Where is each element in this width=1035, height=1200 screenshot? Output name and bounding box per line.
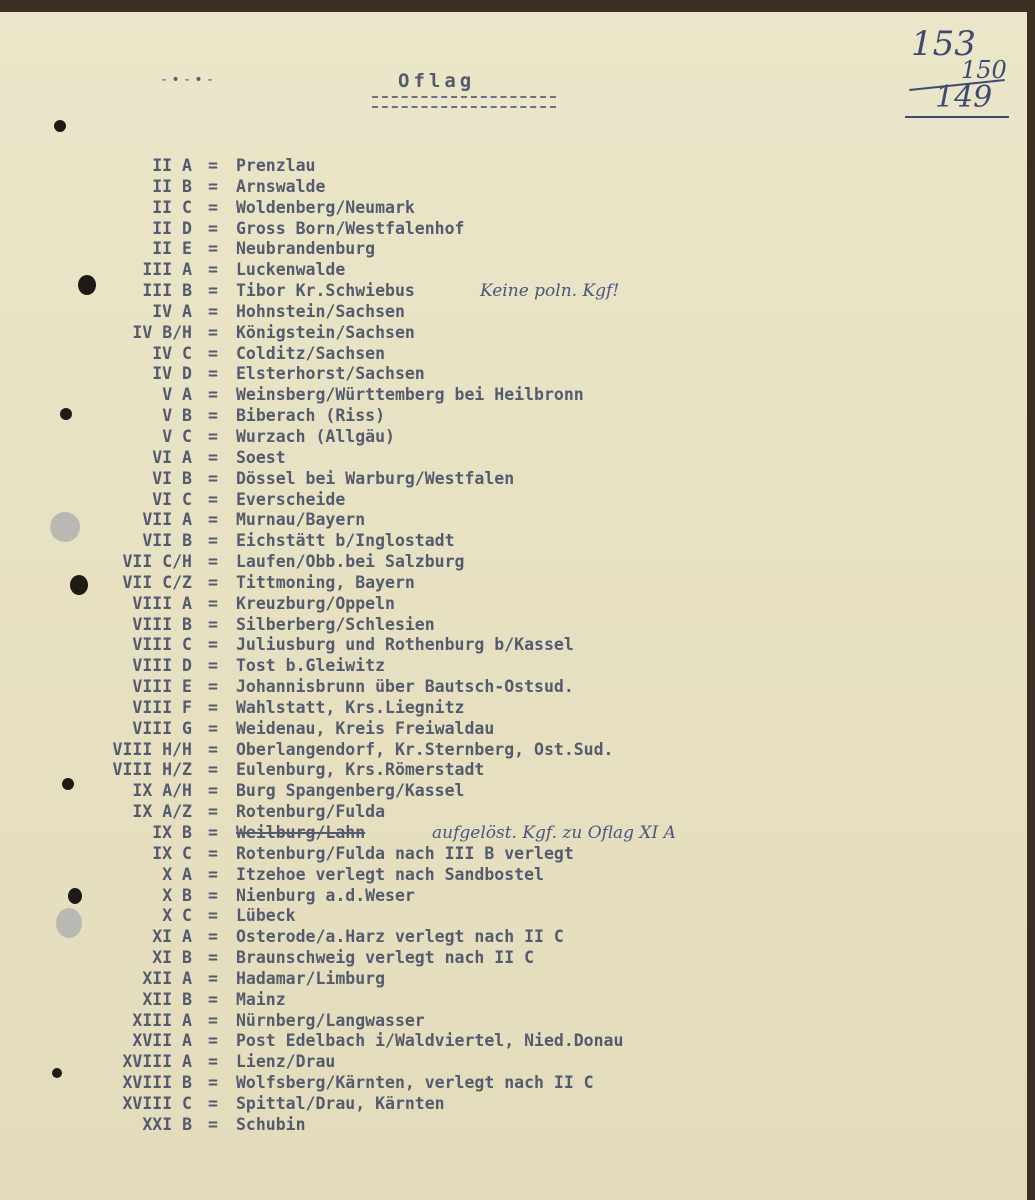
- oflag-code: VIII F: [132, 697, 192, 717]
- oflag-location: Nienburg a.d.Weser: [236, 885, 415, 905]
- list-item: [0, 635, 1000, 656]
- oflag-code: VIII A: [132, 593, 192, 613]
- list-item: [0, 1073, 1000, 1094]
- oflag-location: Schubin: [236, 1114, 306, 1134]
- oflag-code: VI A: [152, 447, 192, 467]
- list-item: [0, 490, 1000, 511]
- oflag-location: Post Edelbach i/Waldviertel, Nied.Donau: [236, 1031, 624, 1051]
- list-item: [0, 427, 1000, 448]
- equals-sign: =: [208, 531, 218, 551]
- equals-sign: =: [208, 989, 218, 1009]
- oflag-location: Tibor Kr.Schwiebus: [236, 281, 415, 301]
- equals-sign: =: [208, 322, 218, 342]
- list-item: [0, 385, 1000, 406]
- list-item: [0, 719, 1000, 740]
- list-item: [0, 239, 1000, 260]
- equals-sign: =: [208, 885, 218, 905]
- equals-sign: =: [208, 677, 218, 697]
- oflag-location: Weidenau, Kreis Freiwaldau: [236, 718, 495, 738]
- oflag-code: XVII A: [132, 1031, 192, 1051]
- oflag-location: Kreuzburg/Oppeln: [236, 593, 395, 613]
- oflag-location: Lienz/Drau: [236, 1052, 336, 1072]
- equals-sign: =: [208, 968, 218, 988]
- list-item: [0, 1115, 1000, 1136]
- oflag-code: V B: [162, 406, 192, 426]
- oflag-code: III B: [142, 281, 192, 301]
- equals-sign: =: [208, 260, 218, 280]
- oflag-location: Neubrandenburg: [236, 239, 376, 259]
- oflag-location: Gross Born/Westfalenhof: [236, 218, 465, 238]
- equals-sign: =: [208, 552, 218, 572]
- equals-sign: =: [208, 343, 218, 363]
- equals-sign: =: [208, 156, 218, 175]
- list-item: [0, 760, 1000, 781]
- list-item: [0, 802, 1000, 823]
- list-item: [0, 531, 1000, 552]
- oflag-location: Lübeck: [236, 906, 296, 926]
- oflag-code: VII A: [142, 510, 192, 530]
- scan-edge-top: [0, 0, 1035, 12]
- oflag-location: Elsterhorst/Sachsen: [236, 364, 425, 384]
- strike-line: [905, 116, 1009, 118]
- oflag-code: X B: [162, 885, 192, 905]
- oflag-code: VIII B: [132, 614, 192, 634]
- list-item: [0, 198, 1000, 219]
- oflag-location: Weilburg/Lahn: [236, 823, 366, 842]
- list-item: [0, 906, 1000, 927]
- list-item: [0, 510, 1000, 531]
- equals-sign: =: [208, 1010, 218, 1030]
- list-item: [0, 886, 1000, 907]
- oflag-location: Wurzach (Allgäu): [236, 426, 395, 446]
- page-title: Oflag: [398, 70, 476, 92]
- oflag-code: X A: [162, 864, 192, 884]
- equals-sign: =: [208, 718, 218, 738]
- list-item: [0, 156, 1000, 177]
- oflag-code: II B: [152, 176, 192, 196]
- list-item: [0, 656, 1000, 677]
- oflag-location: Braunschweig verlegt nach II C: [236, 948, 535, 968]
- oflag-code: V A: [162, 385, 192, 405]
- oflag-location: Luckenwalde: [236, 260, 346, 280]
- oflag-code: VIII G: [132, 718, 192, 738]
- oflag-code: VI C: [152, 489, 192, 509]
- equals-sign: =: [208, 760, 218, 780]
- list-item: [0, 260, 1000, 281]
- oflag-code: XIII A: [132, 1010, 192, 1030]
- equals-sign: =: [208, 802, 218, 822]
- handwritten-number: 153: [911, 24, 976, 64]
- list-item: [0, 1094, 1000, 1115]
- handwritten-page-numbers: [905, 24, 1015, 134]
- list-item: [0, 781, 1000, 802]
- oflag-code: V C: [162, 426, 192, 446]
- list-item: [0, 573, 1000, 594]
- equals-sign: =: [208, 364, 218, 384]
- oflag-code: II E: [152, 239, 192, 259]
- oflag-code: III A: [142, 260, 192, 280]
- oflag-code: VII C/Z: [122, 572, 192, 592]
- oflag-code: VII B: [142, 531, 192, 551]
- oflag-code: XII B: [142, 989, 192, 1009]
- equals-sign: =: [208, 239, 218, 259]
- oflag-location: Murnau/Bayern: [236, 510, 366, 530]
- equals-sign: =: [208, 781, 218, 801]
- oflag-code: VI B: [152, 468, 192, 488]
- handwritten-number: 150: [961, 56, 1007, 84]
- equals-sign: =: [208, 218, 218, 238]
- oflag-code: II D: [152, 218, 192, 238]
- oflag-code: IX B: [152, 823, 192, 842]
- oflag-location: Prenzlau: [236, 156, 316, 175]
- oflag-code: XXI B: [142, 1114, 192, 1134]
- oflag-code: IV A: [152, 301, 192, 321]
- list-item: [0, 1031, 1000, 1052]
- oflag-location: Eichstätt b/Inglostadt: [236, 531, 455, 551]
- oflag-code: X C: [162, 906, 192, 926]
- oflag-code: VIII H/H: [112, 739, 192, 759]
- list-item: [0, 1052, 1000, 1073]
- oflag-location: Soest: [236, 447, 286, 467]
- oflag-code: XI B: [152, 948, 192, 968]
- list-item: [0, 823, 1000, 844]
- list-item: [0, 969, 1000, 990]
- handwritten-number: 149: [935, 80, 993, 115]
- typed-mark: -•-•-: [160, 72, 218, 88]
- oflag-location: Laufen/Obb.bei Salzburg: [236, 552, 465, 572]
- oflag-code: IX A/H: [132, 781, 192, 801]
- oflag-location: Johannisbrunn über Bautsch-Ostsud.: [236, 677, 574, 697]
- equals-sign: =: [208, 1052, 218, 1072]
- oflag-code: II C: [152, 197, 192, 217]
- oflag-location: Wahlstatt, Krs.Liegnitz: [236, 697, 465, 717]
- punch-hole: [54, 120, 66, 132]
- list-item: [0, 364, 1000, 385]
- list-item: [0, 990, 1000, 1011]
- list-item: [0, 552, 1000, 573]
- oflag-location: Nürnberg/Langwasser: [236, 1010, 425, 1030]
- oflag-location: Burg Spangenberg/Kassel: [236, 781, 465, 801]
- oflag-location: Silberberg/Schlesien: [236, 614, 435, 634]
- list-item: [0, 323, 1000, 344]
- oflag-code: VIII H/Z: [112, 760, 192, 780]
- oflag-code: IV D: [152, 364, 192, 384]
- list-item: [0, 948, 1000, 969]
- equals-sign: =: [208, 656, 218, 676]
- oflag-location: Eulenburg, Krs.Römerstadt: [236, 760, 485, 780]
- oflag-code: XI A: [152, 927, 192, 947]
- equals-sign: =: [208, 948, 218, 968]
- list-item: [0, 281, 1000, 302]
- oflag-code: VIII E: [132, 677, 192, 697]
- oflag-code: VIII D: [132, 656, 192, 676]
- oflag-location: Hadamar/Limburg: [236, 968, 386, 988]
- oflag-code: XVIII A: [122, 1052, 192, 1072]
- list-item: [0, 740, 1000, 761]
- handwritten-note: Keine poln. Kgf!: [480, 281, 620, 302]
- equals-sign: =: [208, 510, 218, 530]
- equals-sign: =: [208, 385, 218, 405]
- oflag-location: Itzehoe verlegt nach Sandbostel: [236, 864, 544, 884]
- oflag-location: Juliusburg und Rothenburg b/Kassel: [236, 635, 574, 655]
- oflag-location: Rotenburg/Fulda nach III B verlegt: [236, 843, 574, 863]
- oflag-location: Mainz: [236, 989, 286, 1009]
- oflag-code: XII A: [142, 968, 192, 988]
- equals-sign: =: [208, 593, 218, 613]
- list-item: [0, 865, 1000, 886]
- list-item: [0, 615, 1000, 636]
- oflag-location: Rotenburg/Fulda: [236, 802, 386, 822]
- oflag-code: IV C: [152, 343, 192, 363]
- oflag-location: Dössel bei Warburg/Westfalen: [236, 468, 515, 488]
- equals-sign: =: [208, 489, 218, 509]
- equals-sign: =: [208, 635, 218, 655]
- oflag-code: IV B/H: [132, 322, 192, 342]
- equals-sign: =: [208, 197, 218, 217]
- oflag-code: IX A/Z: [132, 802, 192, 822]
- equals-sign: =: [208, 697, 218, 717]
- list-item: [0, 844, 1000, 865]
- equals-sign: =: [208, 739, 218, 759]
- list-item: [0, 406, 1000, 427]
- list-item: [0, 344, 1000, 365]
- list-item: [0, 698, 1000, 719]
- oflag-location: Oberlangendorf, Kr.Sternberg, Ost.Sud.: [236, 739, 614, 759]
- oflag-location: Woldenberg/Neumark: [236, 197, 415, 217]
- oflag-code: II A: [152, 156, 192, 175]
- oflag-location: Biberach (Riss): [236, 406, 386, 426]
- oflag-location: Everscheide: [236, 489, 346, 509]
- oflag-code: XVIII C: [122, 1093, 192, 1113]
- equals-sign: =: [208, 823, 218, 842]
- equals-sign: =: [208, 1114, 218, 1134]
- equals-sign: =: [208, 301, 218, 321]
- equals-sign: =: [208, 447, 218, 467]
- oflag-code: VII C/H: [122, 552, 192, 572]
- oflag-location: Colditz/Sachsen: [236, 343, 386, 363]
- equals-sign: =: [208, 906, 218, 926]
- equals-sign: =: [208, 843, 218, 863]
- equals-sign: =: [208, 281, 218, 301]
- list-item: [0, 177, 1000, 198]
- oflag-code: VIII C: [132, 635, 192, 655]
- oflag-location: Tittmoning, Bayern: [236, 572, 415, 592]
- list-item: [0, 1011, 1000, 1032]
- oflag-location: Weinsberg/Württemberg bei Heilbronn: [236, 385, 584, 405]
- oflag-location: Königstein/Sachsen: [236, 322, 415, 342]
- list-item: [0, 219, 1000, 240]
- oflag-location: Hohnstein/Sachsen: [236, 301, 405, 321]
- oflag-location: Arnswalde: [236, 176, 326, 196]
- oflag-location: Tost b.Gleiwitz: [236, 656, 386, 676]
- equals-sign: =: [208, 572, 218, 592]
- oflag-code: IX C: [152, 843, 192, 863]
- list-item: [0, 677, 1000, 698]
- oflag-location: Osterode/a.Harz verlegt nach II C: [236, 927, 564, 947]
- oflag-location: Spittal/Drau, Kärnten: [236, 1093, 445, 1113]
- list-item: [0, 927, 1000, 948]
- list-item: [0, 469, 1000, 490]
- list-item: [0, 594, 1000, 615]
- list-item: [0, 448, 1000, 469]
- equals-sign: =: [208, 1031, 218, 1051]
- scan-edge-right: [1027, 0, 1035, 1200]
- handwritten-note: aufgelöst. Kgf. zu Oflag XI A: [432, 823, 676, 843]
- oflag-code: XVIII B: [122, 1073, 192, 1093]
- title-underline: [372, 96, 556, 108]
- equals-sign: =: [208, 176, 218, 196]
- equals-sign: =: [208, 1073, 218, 1093]
- equals-sign: =: [208, 426, 218, 446]
- list-item: [0, 302, 1000, 323]
- oflag-list: [0, 156, 1000, 1136]
- equals-sign: =: [208, 927, 218, 947]
- equals-sign: =: [208, 468, 218, 488]
- equals-sign: =: [208, 864, 218, 884]
- oflag-location: Wolfsberg/Kärnten, verlegt nach II C: [236, 1073, 594, 1093]
- equals-sign: =: [208, 614, 218, 634]
- equals-sign: =: [208, 406, 218, 426]
- equals-sign: =: [208, 1093, 218, 1113]
